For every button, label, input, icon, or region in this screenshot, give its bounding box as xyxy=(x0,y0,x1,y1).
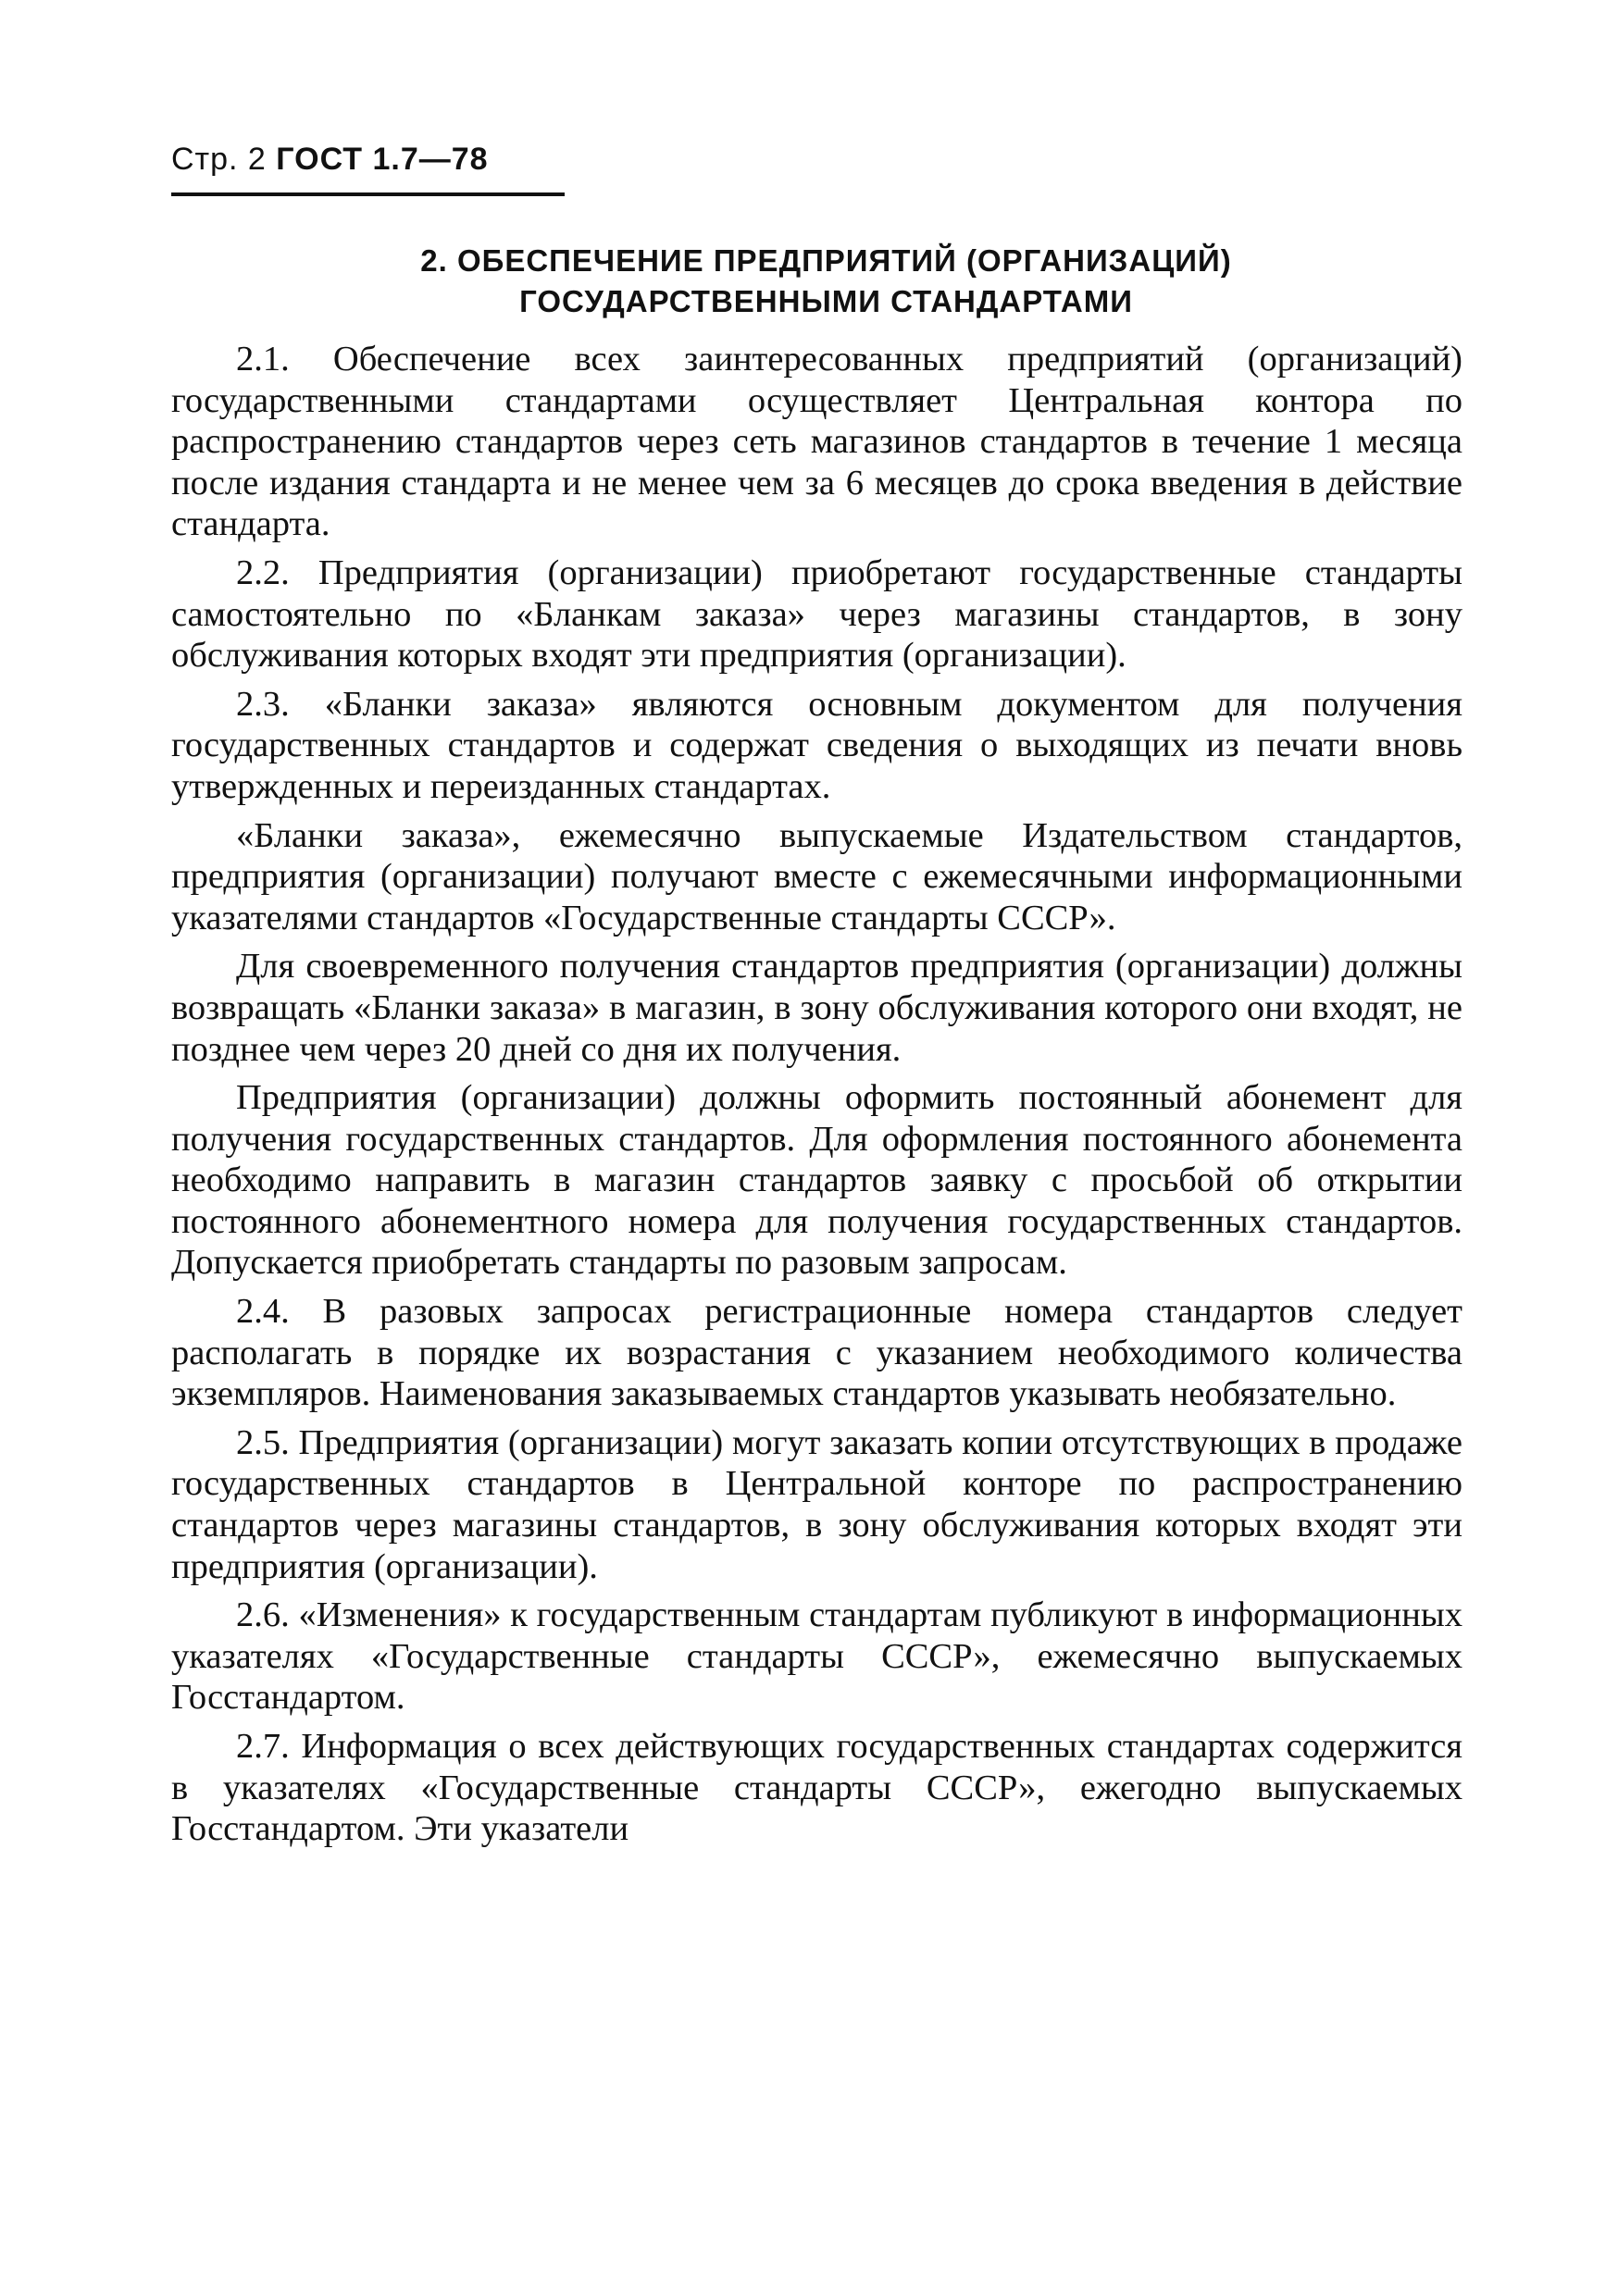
standard-designation: ГОСТ 1.7—78 xyxy=(276,142,489,177)
paragraph-2-1: 2.1. Обеспечение всех заинтересованных предприятий (организаций) государственными стандартами осуществляет Центральная контора по распространению стандартов через сеть магазинов стандартов в течение 1 месяца после издания стандарта и не менее чем за 6 месяцев до срока введения в действие стандарта. xyxy=(171,340,1462,544)
section-title-line-2: ГОСУДАРСТВЕННЫМИ СТАНДАРТАМИ xyxy=(519,284,1133,318)
paragraph-2-4: 2.4. В разовых запросах регистрационные номера стандартов следует располагать в порядке их возрастания с указанием необходимого количества экземпляров. Наименования заказываемых стандартов указывать необязательно. xyxy=(171,1292,1462,1414)
page-number: Стр. 2 xyxy=(171,142,267,177)
paragraph-2-2: 2.2. Предприятия (организации) приобретают государственные стандарты самостоятельно по «Бланкам заказа» через магазины стандартов, в зону обслуживания которых входят эти предприятия (организации). xyxy=(171,552,1462,676)
running-head xyxy=(171,139,1462,180)
paragraph-2-7: 2.7. Информация о всех действующих государственных стандартах содержится в указателях «Государственные стандарты СССР», ежегодно выпускаемых Госстандартом. Эти указатели xyxy=(171,1727,1462,1849)
paragraph-order-forms: «Бланки заказа», ежемесячно выпускаемые Издательством стандартов, предприятия (организации) получают вместе с ежемесячными информационными указателями стандартов «Государственные стандарты СССР». xyxy=(171,815,1462,937)
paragraph-2-3: 2.3. «Бланки заказа» являются основным документом для получения государственных стандартов и содержат сведения о выходящих из печати вновь утвержденных и переизданных стандартах. xyxy=(171,684,1462,806)
section-title-line-1: 2. ОБЕСПЕЧЕНИЕ ПРЕДПРИЯТИЙ (ОРГАНИЗАЦИЙ) xyxy=(420,243,1232,278)
paragraph-subscription: Предприятия (организации) должны оформить постоянный абонемент для получения государственных стандартов. Для оформления постоянного абонемента необходимо направить в магазин стандартов заявку с просьбой об открытии постоянного абонементного номера для получения государственных стандартов. Допускается приобретать стандарты по разовым запросам. xyxy=(171,1078,1462,1283)
paragraph-2-6: 2.6. «Изменения» к государственным стандартам публикуют в информационных указателях «Государственные стандарты СССР», ежемесячно выпускаемых Госстандартом. xyxy=(171,1595,1462,1718)
header-rule xyxy=(171,192,565,196)
document-page xyxy=(171,139,1462,1857)
paragraph-return-forms: Для своевременного получения стандартов предприятия (организации) должны возвращать «Бланки заказа» в магазин, в зону обслуживания которого они входят, не позднее чем через 20 дней со дня их получения. xyxy=(171,947,1462,1069)
paragraph-2-5: 2.5. Предприятия (организации) могут заказать копии отсутствующих в продаже государственных стандартов в Центральной конторе по распространению стандартов через магазины стандартов, в зону обслуживания которых входят эти предприятия (организации). xyxy=(171,1422,1462,1586)
body-text xyxy=(171,339,1462,1850)
section-title xyxy=(190,241,1462,322)
